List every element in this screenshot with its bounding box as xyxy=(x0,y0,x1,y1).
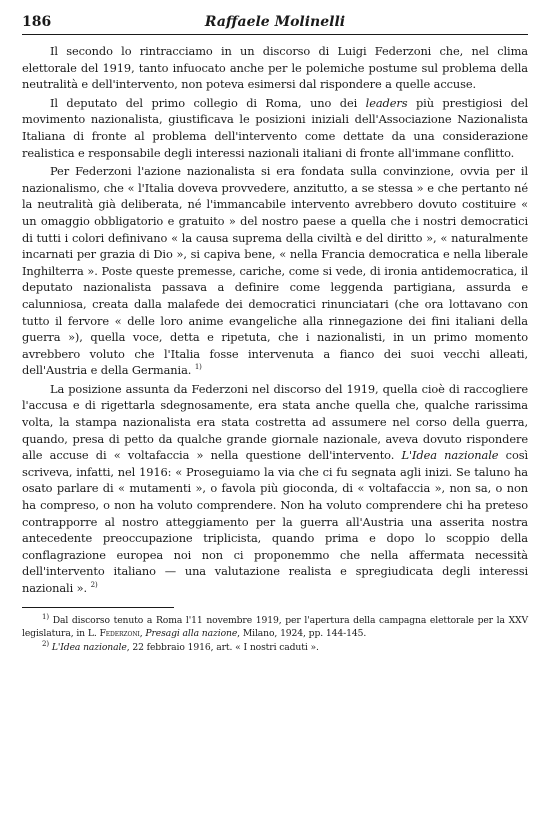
footnote-ref-1[interactable]: 1) xyxy=(194,363,202,372)
footnote-1 xyxy=(22,614,528,640)
footnote-1-title: Presagi alla nazione xyxy=(145,627,238,639)
paragraph-3-text: Per Federzoni l'azione nazionalista si era fondata sulla convinzione, ovvia per il nazionalismo, che « l'Italia doveva provvedere, anzitutto, a se stessa » e che pertanto né la neutralità già deliberata, né l'immancabile intervento avrebbero dovuto costituire « un omaggio obbligatorio e gratuito » del nostro paese a quella che i nostri democratici di tutti i colori definivano « la causa suprema della civiltà e del diritto », « naturalmente incarnati per grazia di Dio », si capiva bene, « nella Francia democratica e nella liberale Inghilterra ». Poste queste premesse, cariche, come si vede, di ironia antidemocratica, il deputato nazionalista passava a definire come leggenda partigiana, assurda e calunniosa, creata dalla malafede dei democratici rinunciatari (che ora lottavano con tutto il fervore « delle loro anime evangeliche alla rinnegazione dei fini italiani della guerra »), quella voce, detta e ripetuta, che i nazionalisti, in un primo momento avrebbero voluto che l'Italia fosse intervenuta a fianco dei suoi vecchi alleati, dell'Austria e della Germania. xyxy=(22,164,528,378)
footnotes xyxy=(22,614,528,655)
footnote-divider xyxy=(22,607,174,608)
paragraph-2-text-a: Il deputato del primo collegio di Roma, uno dei xyxy=(50,95,366,110)
paragraph-2-text-b: più prestigiosi del movimento nazionalista, giustificava le posizioni iniziali dell'Associazione Nazionalista Italiana di fronte al problema dell'intervento come dettate da una considerazione realistica e responsabile degli interessi nazionali italiani di fronte all'immane conflitto. xyxy=(22,95,529,160)
book-page xyxy=(22,14,528,654)
body-text xyxy=(22,43,528,597)
footnote-ref-2[interactable]: 2) xyxy=(90,581,98,590)
footnote-1-mark: 1) xyxy=(42,612,49,621)
footnote-1-text-b: , xyxy=(139,627,146,639)
paragraph-2-italic: leaders xyxy=(365,95,408,110)
paragraph-4-text-a: La posizione assunta da Federzoni nel discorso del 1919, quella cioè di raccogliere l'accusa e di rigettarla sdegnosamente, era stata anche quella che, qualche rarissima volta, la stampa nazionalista era stata costretta ad assumere nel corso della guerra, quando, presa di petto da qualche grande giornale nazionale, aveva dovuto rispondere alle accuse di « voltafaccia » nella questione dell'intervento. xyxy=(22,381,528,463)
paragraph-3 xyxy=(22,163,528,379)
paragraph-4 xyxy=(22,381,528,597)
paragraph-1 xyxy=(22,43,528,93)
paragraph-4-italic: L'Idea nazionale xyxy=(401,448,499,463)
paragraph-4-text-b: così scriveva, infatti, nel 1916: « Proseguiamo la via che ci fu segnata agli inizi. Se taluno ha osato parlare di « mutamenti », o favola più gioconda, di « voltafaccia », non sa, o non ha compreso, o non ha voluto comprendere. Non ha voluto comprendere chi ha preteso contrapporre al nostro atteggiamento per la guerra all'Austria una asserita nostra antecedente preoccupazione triplicista, quando prima e dopo lo scoppio della conflagrazione europea noi non ci proponemmo che nella affermata necessità dell'intervento italiano — una valutazione realista e spregiudicata degli interessi nazionali ». xyxy=(22,448,528,595)
footnote-1-author: Federzoni xyxy=(99,627,140,639)
footnote-1-text-c: , Milano, 1924, pp. 144-145. xyxy=(237,627,367,639)
page-number: 186 xyxy=(22,14,52,30)
footnote-1-text-a: Dal discorso tenuto a Roma l'11 novembre 1919, per l'apertura della campagna elettorale per la XXV legislatura, in L. xyxy=(22,614,528,639)
footnote-2-title: L'Idea nazionale xyxy=(51,642,127,653)
running-head: Raffaele Molinelli xyxy=(204,14,346,30)
page-header xyxy=(22,14,528,35)
footnote-2-mark: 2) xyxy=(42,639,49,648)
footnote-2-text: , 22 febbraio 1916, art. « I nostri caduti ». xyxy=(126,642,319,653)
paragraph-1-text: Il secondo lo rintracciamo in un discorso di Luigi Federzoni che, nel clima elettorale del 1919, tanto infuocato anche per le polemiche postume sul problema della neutralità e dell'intervento, non poteva esimersi dal rispondere a quelle accuse. xyxy=(22,44,528,92)
footnote-2 xyxy=(22,641,528,654)
paragraph-2 xyxy=(22,95,528,161)
